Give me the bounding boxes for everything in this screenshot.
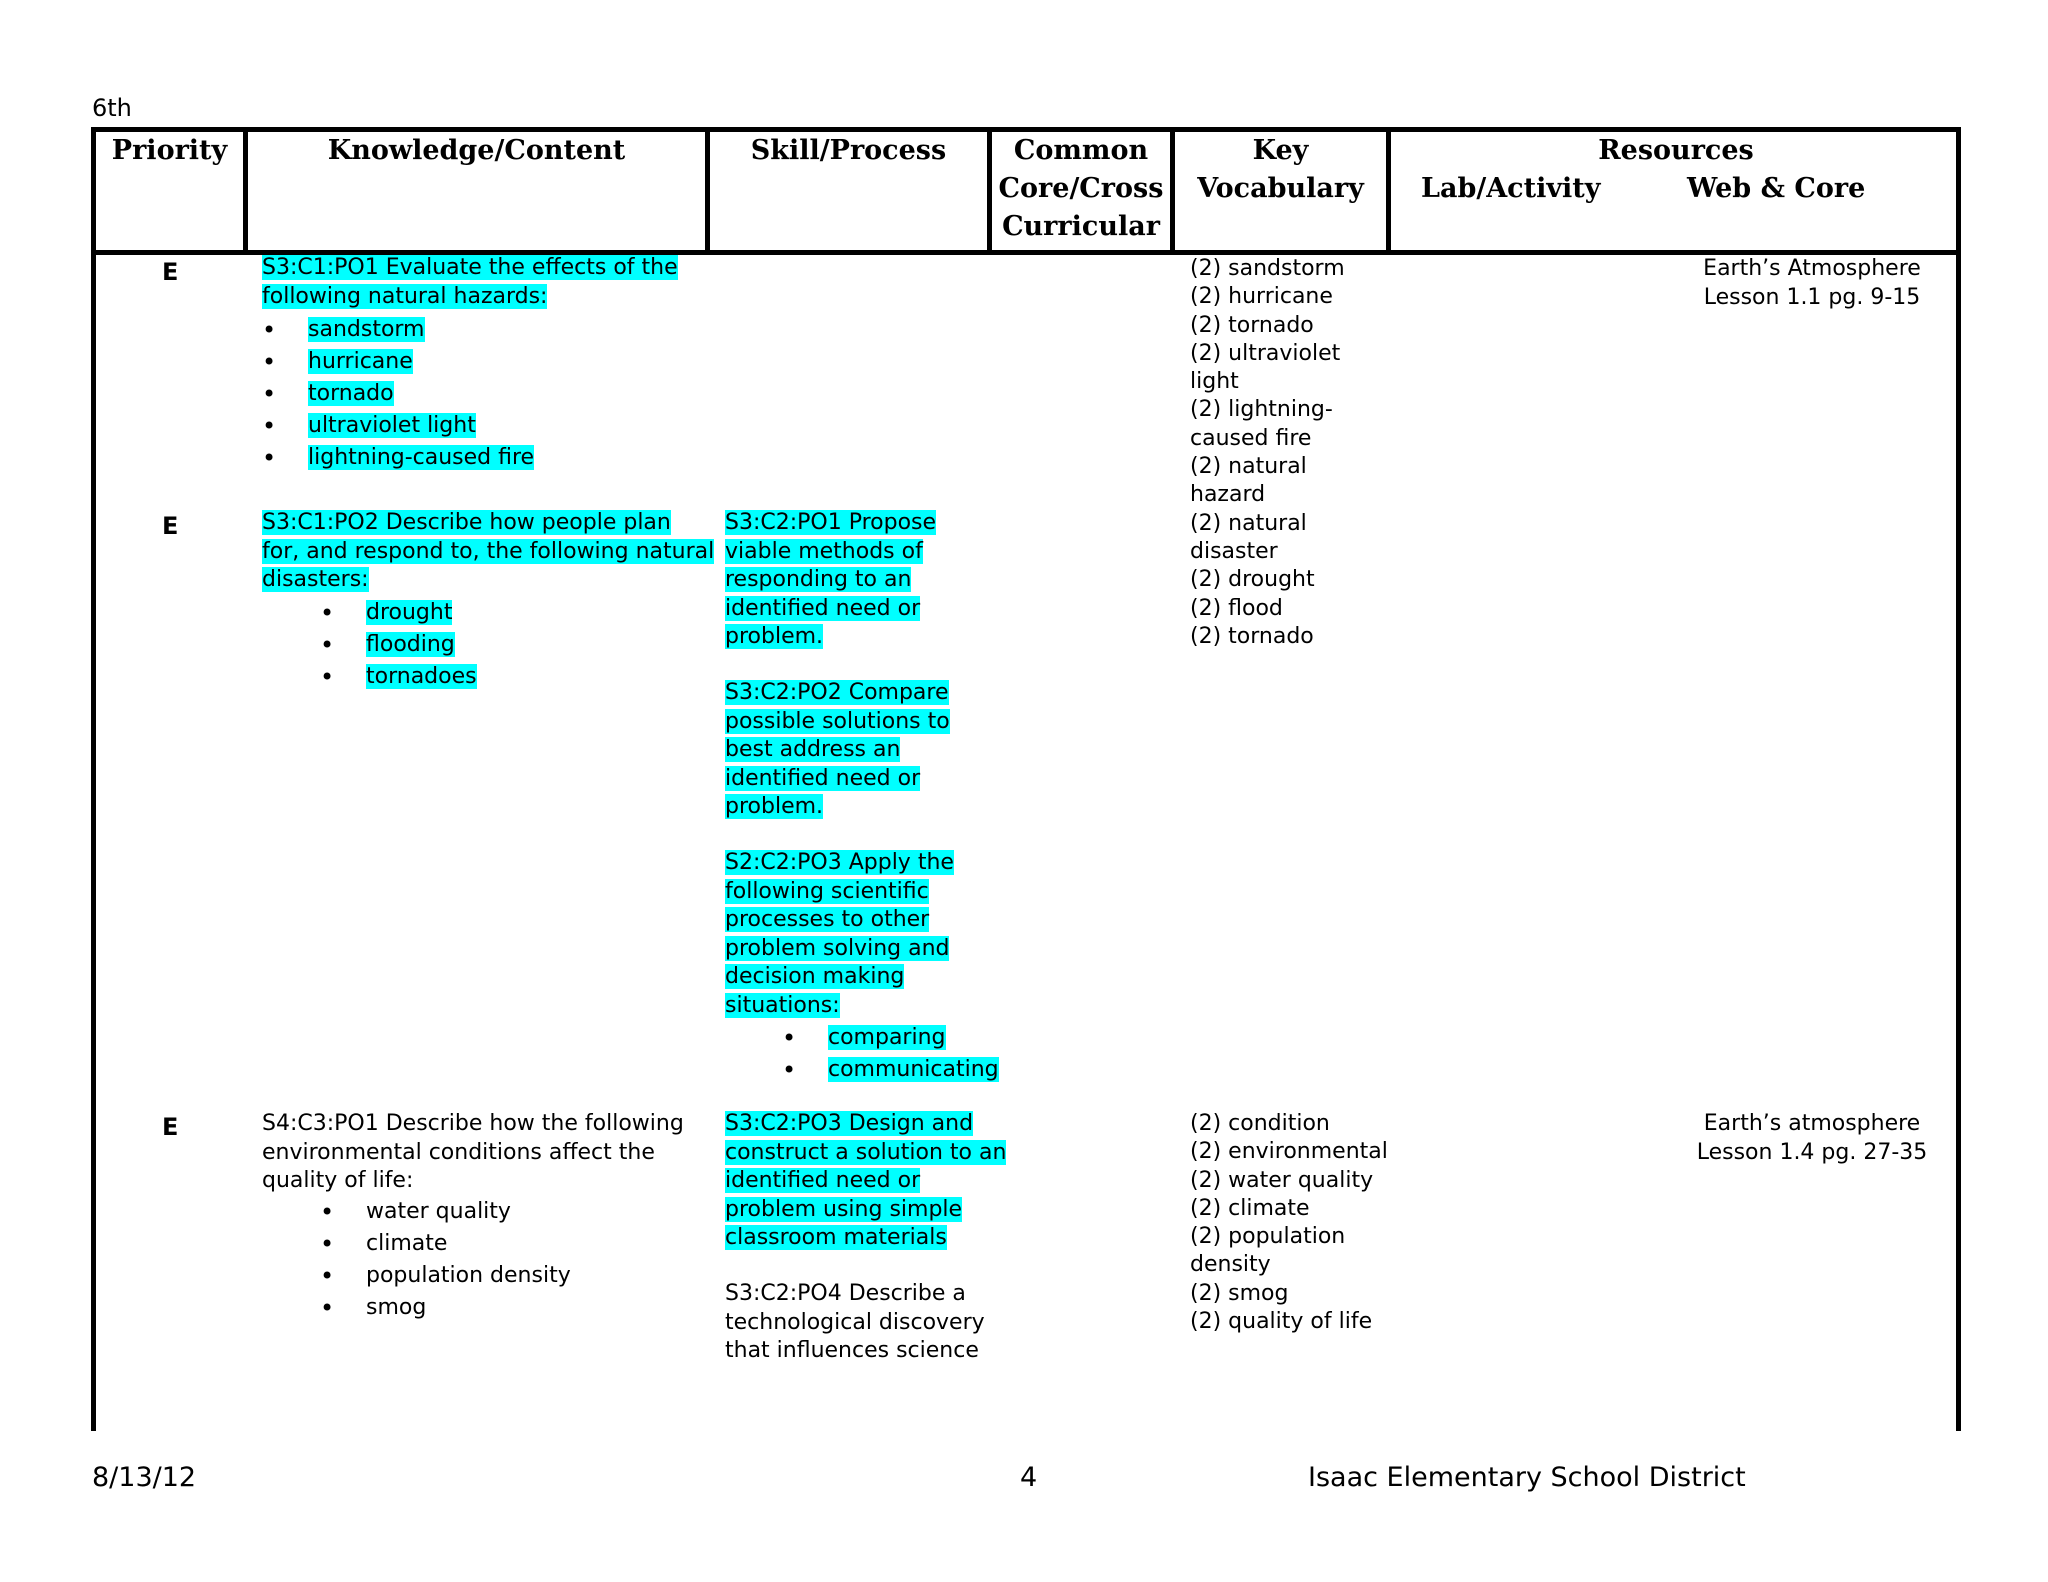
row-2-skill-1	[725, 509, 936, 652]
skill-line: viable methods of	[725, 538, 923, 564]
row-2-skill-3	[725, 849, 954, 1020]
row-1-priority: E	[162, 258, 179, 286]
list-item	[308, 314, 534, 346]
header-skill-process: Skill/Process	[710, 132, 992, 250]
skill-line: problem.	[725, 624, 824, 649]
row-2-knowledge-line: for, and respond to, the following natural	[262, 538, 715, 564]
list-item	[828, 1022, 999, 1054]
skill-line: S3:C2:PO3 Design and	[725, 1111, 974, 1136]
skill-line: problem.	[725, 794, 824, 819]
row-1-resources	[1662, 255, 1962, 312]
row-1-knowledge	[262, 254, 678, 311]
row-3-knowledge	[262, 1110, 684, 1196]
vocab-item: (2) ultraviolet	[1190, 340, 1341, 366]
row-3-skill-1	[725, 1110, 1006, 1253]
footer-date: 8/13/12	[92, 1462, 197, 1493]
resource-title: Earth’s atmosphere	[1703, 1111, 1921, 1136]
header-web-core: Web & Core	[1687, 173, 1866, 204]
header-resources	[1391, 132, 1961, 250]
table-header-row	[96, 132, 1956, 255]
list-item	[828, 1054, 999, 1086]
bullet-text: sandstorm	[308, 317, 425, 342]
row-2-priority: E	[162, 512, 179, 540]
vocab-item: (2) hurricane	[1190, 284, 1333, 310]
row-3-vocabulary	[1190, 1110, 1388, 1336]
header-lab-activity: Lab/Activity	[1421, 173, 1601, 204]
vocab-item: (2) quality of life	[1190, 1309, 1373, 1335]
row-3-knowledge-line: quality of life:	[262, 1168, 414, 1193]
header-common-line-1: Common	[1013, 135, 1149, 166]
vocab-item: (2) flood	[1190, 595, 1283, 621]
list-item: • climate	[366, 1228, 571, 1260]
list-item: • smog	[366, 1292, 571, 1324]
vocab-item: light	[1190, 369, 1239, 395]
header-key-line-1: Key	[1252, 135, 1309, 166]
header-knowledge-content: Knowledge/Content	[248, 132, 710, 250]
skill-line: identified need or	[725, 595, 921, 621]
skill-line: that influences science	[725, 1338, 979, 1363]
row-3-priority: E	[162, 1113, 179, 1141]
vocab-item: (2) environmental	[1190, 1139, 1388, 1165]
row-2-knowledge-line: disasters:	[262, 567, 369, 592]
bullet-text: lightning-caused fire	[308, 445, 535, 470]
grade-label: 6th	[92, 94, 132, 122]
row-2-knowledge-bullets	[366, 597, 477, 693]
row-2-knowledge	[262, 509, 714, 595]
skill-line: classroom materials	[725, 1225, 947, 1250]
list-item	[366, 629, 477, 661]
row-1-vocabulary	[1190, 255, 1345, 651]
row-1-knowledge-line: S3:C1:PO1 Evaluate the effects of the	[262, 255, 678, 280]
vocab-item: (2) condition	[1190, 1111, 1330, 1136]
vocab-item: (2) natural	[1190, 454, 1307, 480]
row-3-knowledge-line: S4:C3:PO1 Describe how the following	[262, 1111, 684, 1136]
skill-line: S2:C2:PO3 Apply the	[725, 850, 954, 875]
bullet-text: flooding	[366, 632, 455, 657]
row-3-resources	[1662, 1110, 1962, 1167]
resource-lesson: Lesson 1.4 pg. 27-35	[1696, 1139, 1928, 1165]
header-priority: Priority	[96, 132, 248, 250]
header-resources-title: Resources	[1598, 135, 1754, 166]
skill-line: S3:C2:PO4 Describe a	[725, 1281, 966, 1306]
resource-lesson: Lesson 1.1 pg. 9-15	[1703, 284, 1921, 310]
skill-line: processes to other	[725, 907, 930, 932]
vocab-item: (2) drought	[1190, 567, 1315, 593]
row-1-knowledge-line: following natural hazards:	[262, 283, 548, 309]
list-item	[308, 442, 534, 474]
list-item	[308, 346, 534, 378]
footer-page-number: 4	[1020, 1462, 1038, 1493]
header-common-line-2: Core/Cross	[998, 173, 1164, 204]
skill-line: identified need or	[725, 765, 921, 791]
vocab-item: (2) lightning-	[1190, 397, 1333, 423]
vocab-item: density	[1190, 1252, 1271, 1278]
vocab-item: (2) population	[1190, 1224, 1346, 1250]
vocab-item: (2) sandstorm	[1190, 256, 1345, 281]
vocab-item: caused fire	[1190, 425, 1312, 451]
vocab-item: (2) water quality	[1190, 1167, 1374, 1193]
row-2-skill-3-bullets	[828, 1022, 999, 1086]
list-item: • population density	[366, 1260, 571, 1292]
row-3-knowledge-bullets	[366, 1196, 571, 1324]
skill-line: decision making	[725, 964, 905, 989]
bullet-text: drought	[366, 600, 453, 625]
list-item	[308, 378, 534, 410]
header-key-vocabulary	[1175, 132, 1391, 250]
row-1-knowledge-bullets	[308, 314, 534, 474]
vocab-item: hazard	[1190, 482, 1266, 508]
bullet-text: hurricane	[308, 349, 413, 374]
vocab-item: (2) climate	[1190, 1195, 1310, 1221]
skill-line: identified need or	[725, 1168, 921, 1193]
bullet-text: tornado	[308, 381, 394, 406]
skill-line: technological discovery	[725, 1309, 985, 1335]
footer-district: Isaac Elementary School District	[1308, 1462, 1746, 1493]
skill-line: S3:C2:PO1 Propose	[725, 510, 937, 535]
bullet-text: tornadoes	[366, 664, 477, 689]
skill-line: responding to an	[725, 567, 912, 592]
skill-line: best address an	[725, 737, 901, 762]
header-key-line-2: Vocabulary	[1197, 173, 1364, 204]
skill-line: problem solving and	[725, 935, 950, 961]
header-common-line-3: Curricular	[1002, 211, 1160, 242]
bullet-text: communicating	[828, 1057, 999, 1082]
row-2-skill-2	[725, 679, 950, 822]
vocab-item: (2) natural	[1190, 510, 1307, 536]
skill-line: possible solutions to	[725, 708, 950, 734]
vocab-item: (2) tornado	[1190, 623, 1314, 649]
vocab-item: disaster	[1190, 538, 1278, 564]
skill-line: situations:	[725, 992, 840, 1018]
header-common-core	[992, 132, 1175, 250]
skill-line: problem using simple	[725, 1196, 963, 1222]
skill-line: S3:C2:PO2 Compare	[725, 680, 949, 705]
skill-line: following scientific	[725, 878, 929, 904]
row-3-skill-2	[725, 1280, 985, 1366]
bullet-text: ultraviolet light	[308, 413, 476, 438]
row-2-knowledge-line: S3:C1:PO2 Describe how people plan	[262, 510, 671, 535]
vocab-item: (2) smog	[1190, 1280, 1289, 1306]
resource-title: Earth’s Atmosphere	[1703, 256, 1921, 281]
row-3-knowledge-line: environmental conditions affect the	[262, 1139, 655, 1165]
bullet-text: comparing	[828, 1025, 946, 1050]
skill-line: construct a solution to an	[725, 1139, 1007, 1165]
list-item: • water quality	[366, 1196, 571, 1228]
list-item	[366, 597, 477, 629]
list-item	[308, 410, 534, 442]
vocab-item: (2) tornado	[1190, 312, 1314, 338]
list-item	[366, 661, 477, 693]
